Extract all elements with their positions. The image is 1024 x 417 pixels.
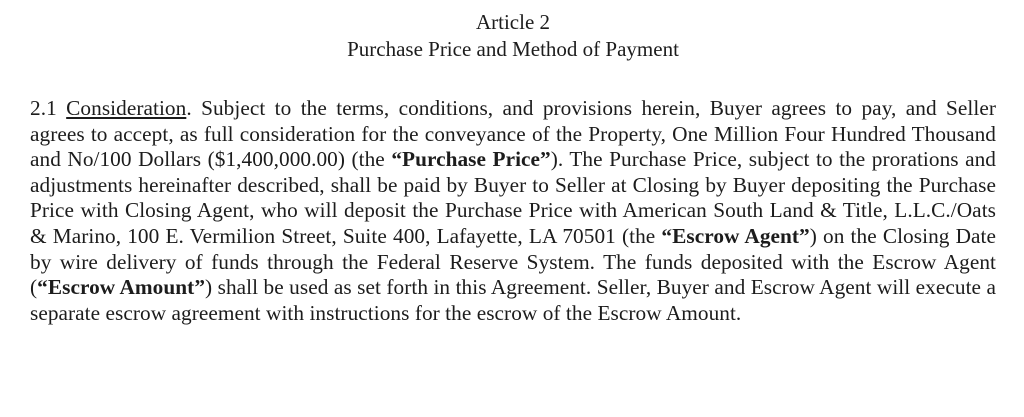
section-number: 2.1: [30, 96, 57, 120]
defined-term-escrow-amount: “Escrow Amount”: [37, 275, 206, 300]
defined-term-purchase-price: “Purchase Price”: [391, 147, 551, 172]
defined-term-escrow-agent: “Escrow Agent”: [661, 223, 810, 248]
article-title: Purchase Price and Method of Payment: [347, 37, 679, 61]
article-heading: [30, 0, 996, 63]
section-text-2: ). The Purchase Price, subject to the prorations and adjustments hereinafter described, shall be paid by Buyer to Seller at Closing by Buyer depositing the Purchase Price with Closing Agent, who will deposit the Purchase Price with American South Land & Title, L.L.C./Oats & Marino, 100 E. Vermilion Street, Suite 400, Lafayette, LA 70501 (the: [30, 147, 997, 248]
section-title: Consideration: [66, 96, 187, 120]
article-number: Article 2: [475, 10, 551, 34]
section-text-4: ) shall be used as set forth in this Agreement. Seller, Buyer and Escrow Agent will execute a separate escrow agreement with instructions for the escrow of the Escrow Amount.: [30, 275, 996, 325]
section-text-1: . Subject to the terms, conditions, and provisions herein, Buyer agrees to pay, and Seller agrees to accept, as full consideration for the conveyance of the Property, One Million Four Hundred Thousand and No/100 Dollars ($1,400,000.00) (the: [30, 96, 997, 172]
section-text-3: ) on the Closing Date by wire delivery of funds through the Federal Reserve System. The funds deposited with the Escrow Agent (: [30, 223, 996, 300]
section-paragraph: [30, 96, 996, 326]
